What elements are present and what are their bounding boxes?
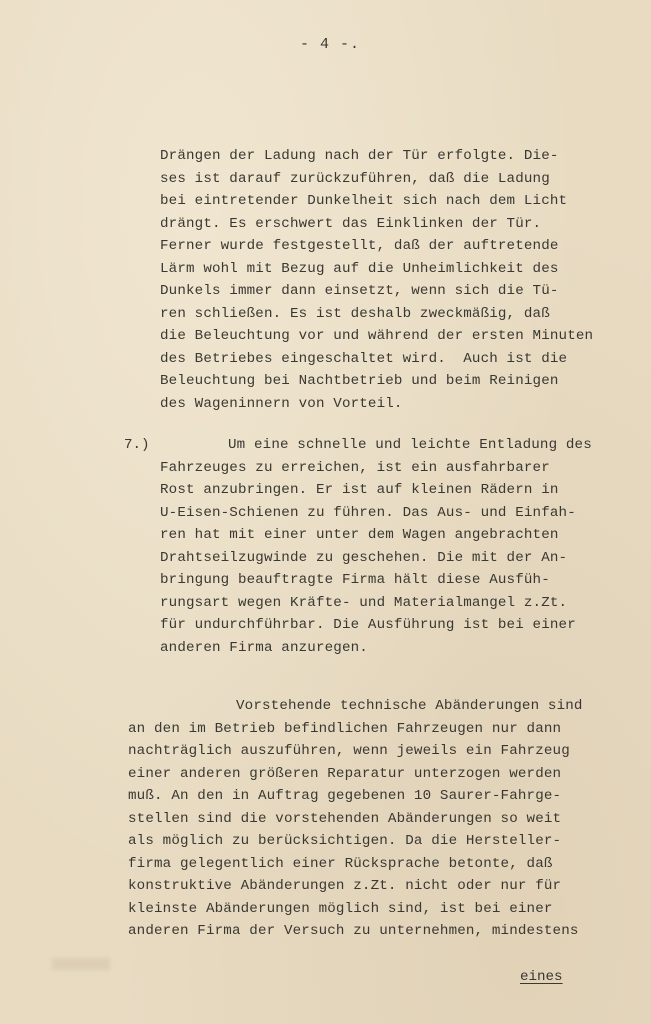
text-line: firma gelegentlich einer Rücksprache betonte, daß — [128, 855, 553, 872]
continuation-word: eines — [520, 969, 563, 985]
text-line: für undurchführbar. Die Ausführung ist bei einer — [160, 617, 576, 633]
text-line: ren hat mit einer unter dem Wagen angebrachten — [160, 527, 559, 543]
text-line: Drahtseilzugwinde zu geschehen. Die mit der An- — [160, 549, 568, 566]
text-line: stellen sind die vorstehenden Abänderungen so weit — [128, 810, 562, 827]
text-line: Drängen der Ladung nach der Tür erfolgte. Die- — [160, 148, 559, 164]
page-number: - 4 -. — [300, 36, 361, 53]
text-line: bei eintretender Dunkelheit sich nach dem Licht — [160, 193, 568, 209]
text-line: bringung beauftragte Firma hält diese Ausfüh- — [160, 572, 550, 588]
text-line: rungsart wegen Kräfte- und Materialmangel z.Zt. — [160, 594, 568, 611]
faded-stamp-mark — [52, 958, 110, 970]
text-line: U-Eisen-Schienen zu führen. Das Aus- und Einfah- — [160, 504, 576, 521]
text-line: Lärm wohl mit Bezug auf die Unheimlichkeit des — [160, 260, 559, 277]
text-line: anderen Firma anzuregen. — [160, 639, 368, 656]
text-line: kleinste Abänderungen möglich sind, ist bei einer — [128, 900, 553, 917]
text-line: muß. An den in Auftrag gegebenen 10 Saurer-Fahrge- — [128, 788, 562, 804]
text-line: Um eine schnelle und leichte Entladung des — [228, 437, 592, 453]
text-line: einer anderen größeren Reparatur unterzogen werden — [128, 765, 562, 782]
text-line: des Wageninnern von Vorteil. — [160, 395, 403, 412]
item-7-paragraph — [160, 434, 592, 659]
text-line: an den im Betrieb befindlichen Fahrzeugen nur dann — [128, 720, 562, 737]
text-line: ses ist darauf zurückzuführen, daß die Ladung — [160, 170, 550, 187]
text-line: die Beleuchtung vor und während der ersten Minuten — [160, 328, 594, 344]
text-line: Fahrzeuges zu erreichen, ist ein ausfahrbarer — [160, 459, 550, 476]
text-line: als möglich zu berücksichtigen. Da die Hersteller- — [128, 833, 562, 849]
text-line: des Betriebes eingeschaltet wird. Auch ist die — [160, 350, 568, 367]
item-number: 7.) — [124, 437, 150, 453]
text-line: ren schließen. Es ist deshalb zweckmäßig, daß — [160, 305, 550, 322]
paragraph-continuation — [160, 145, 593, 415]
closing-paragraph — [128, 695, 583, 943]
text-line: drängt. Es erschwert das Einklinken der Tür. — [160, 215, 542, 232]
text-line: Vorstehende technische Abänderungen sind — [236, 698, 583, 714]
text-line: Beleuchtung bei Nachtbetrieb und beim Reinigen — [160, 373, 559, 389]
text-line: nachträglich auszuführen, wenn jeweils ein Fahrzeug — [128, 743, 570, 759]
text-line: anderen Firma der Versuch zu unternehmen, mindestens — [128, 923, 579, 939]
text-line: konstruktive Abänderungen z.Zt. nicht oder nur für — [128, 878, 562, 894]
text-line: Dunkels immer dann einsetzt, wenn sich die Tü- — [160, 283, 559, 299]
text-line: Rost anzubringen. Er ist auf kleinen Rädern in — [160, 482, 559, 498]
text-line: Ferner wurde festgestellt, daß der auftretende — [160, 238, 559, 254]
